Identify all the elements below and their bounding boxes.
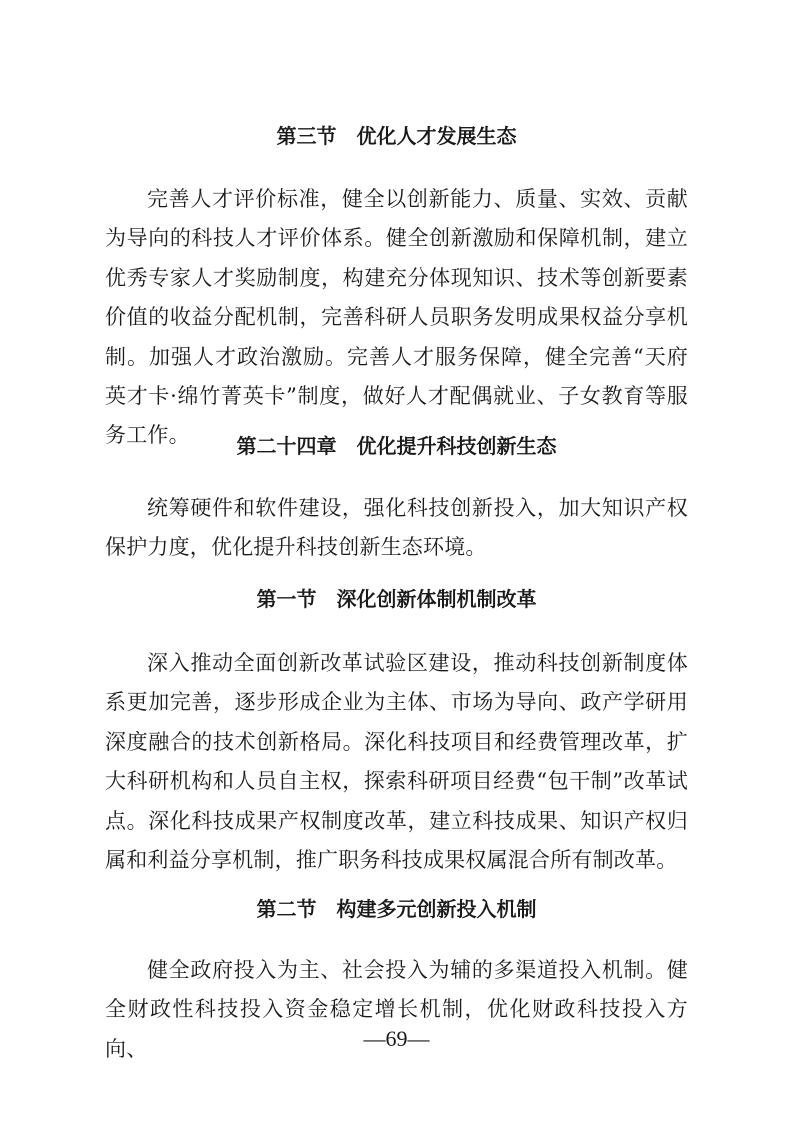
- section-3-heading: 第三节 优化人才发展生态: [276, 124, 517, 148]
- chapter-24-paragraph: 统筹硬件和软件建设，强化科技创新投入，加大知识产权保护力度，优化提升科技创新生态环境。: [105, 496, 688, 560]
- chapter-24-heading: 第二十四章 优化提升科技创新生态: [236, 434, 557, 458]
- section-3-paragraph: 完善人才评价标准，健全以创新能力、质量、实效、贡献为导向的科技人才评价体系。健全创新激励和保障机制，建立优秀专家人才奖励制度，构建充分体现知识、技术等创新要素价值的收益分配机制，完善科研人员职务发明成果权益分享机制。加强人才政治激励。完善人才服务保障，健全完善“天府英才卡·绵竹菁英卡”制度，做好人才配偶就业、子女教育等服务工作。: [105, 187, 688, 448]
- page-number: —69—: [363, 1026, 430, 1051]
- section-2-heading: 第二节 构建多元创新投入机制: [256, 897, 537, 921]
- section-2-paragraph: 健全政府投入为主、社会投入为辅的多渠道投入机制。健全财政性科技投入资金稳定增长机制，优化财政科技投入方向、: [105, 958, 688, 1061]
- section-1-heading: 第一节 深化创新体制机制改革: [256, 587, 537, 611]
- section-1-paragraph: 深入推动全面创新改革试验区建设，推动科技创新制度体系更加完善，逐步形成企业为主体、市场为导向、政产学研用深度融合的技术创新格局。深化科技项目和经费管理改革，扩大科研机构和人员自主权，探索科研项目经费“包干制”改革试点。深化科技成果产权制度改革，建立科技成果、知识产权归属和利益分享机制，推广职务科技成果权属混合所有制改革。: [105, 651, 688, 873]
